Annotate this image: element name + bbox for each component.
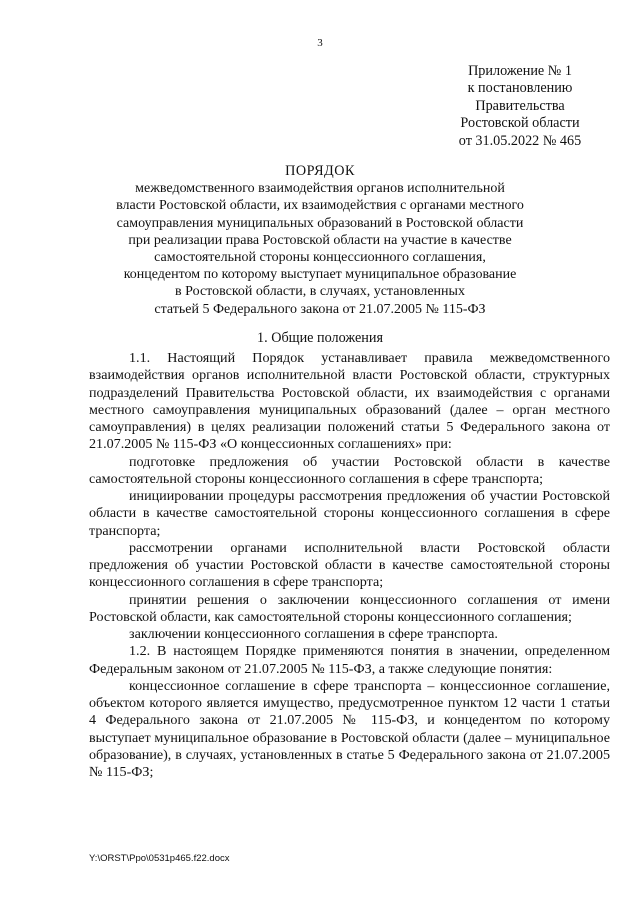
- section-title: 1. Общие положения: [257, 330, 383, 346]
- appendix-block: [440, 63, 600, 150]
- title-line: межведомственного взаимодействия органов исполнительной: [135, 181, 505, 197]
- paragraph: инициировании процедуры рассмотрения предложения об участии Ростовской области в качестве самостоятельной стороны концессионного соглашения в сфере транспорта;: [89, 488, 610, 539]
- paragraph: 1.1. Настоящий Порядок устанавливает правила межведомственного взаимодействия органов исполнительной власти Ростовской области, структурных подразделений Правительства Ростовской области, их взаимодействия с органами местного самоуправления муниципальных образований (далее – орган местного самоуправления) в целях реализации положений статьи 5 Федерального закона от 21.07.2005 № 115-ФЗ «О концессионных соглашениях» при:: [89, 350, 610, 453]
- title-heading: ПОРЯДОК: [285, 163, 355, 179]
- document-title: [70, 163, 570, 318]
- page-number: 3: [317, 37, 323, 49]
- appendix-line: Приложение № 1: [468, 63, 572, 79]
- title-line: статьей 5 Федерального закона от 21.07.2005 № 115-ФЗ: [154, 301, 486, 317]
- title-line: самоуправления муниципальных образований в Ростовской области: [116, 215, 524, 231]
- paragraph: принятии решения о заключении концессионного соглашения от имени Ростовской области, как самостоятельной стороны концессионного соглашения;: [89, 591, 610, 625]
- title-line: в Ростовской области, в случаях, установленных: [175, 284, 465, 300]
- paragraph: концессионное соглашение в сфере транспорта – концессионное соглашение, объектом которого является имущество, предусмотренное пунктом 12 части 1 статьи 4 Федерального закона от 21.07.2005 № 115-ФЗ, и концедентом по которому выступает муниципальное образование в Ростовской области (далее – муниципальное образование), в случаях, установленных в статье 5 Федерального закона от 21.07.2005 № 115-ФЗ;: [89, 677, 610, 780]
- appendix-line: от 31.05.2022 № 465: [458, 132, 582, 149]
- paragraph: подготовке предложения об участии Ростовской области в качестве самостоятельной стороны концессионного соглашения в сфере транспорта;: [89, 453, 610, 487]
- appendix-line: Ростовской области: [460, 115, 580, 132]
- appendix-line: к постановлению: [467, 80, 573, 97]
- title-line: при реализации права Ростовской области на участие в качестве: [128, 232, 512, 248]
- title-line: концедентом по которому выступает муниципальное образование: [123, 267, 517, 283]
- title-line: самостоятельной стороны концессионного соглашения,: [154, 250, 486, 266]
- document-body: [89, 350, 610, 781]
- appendix-line: Правительства: [475, 97, 565, 114]
- title-line: власти Ростовской области, их взаимодействия с органами местного: [116, 198, 524, 214]
- file-path-footer: Y:\ORST\Ppo\0531p465.f22.docx: [89, 853, 230, 864]
- paragraph: 1.2. В настоящем Порядке применяются понятия в значении, определенном Федеральным законом от 21.07.2005 № 115-ФЗ, а также следующие понятия:: [89, 643, 610, 677]
- paragraph: рассмотрении органами исполнительной власти Ростовской области предложения об участии Ростовской области в качестве самостоятельной стороны концессионного соглашения в сфере транспорта;: [89, 539, 610, 591]
- paragraph: заключении концессионного соглашения в сфере транспорта.: [129, 626, 498, 642]
